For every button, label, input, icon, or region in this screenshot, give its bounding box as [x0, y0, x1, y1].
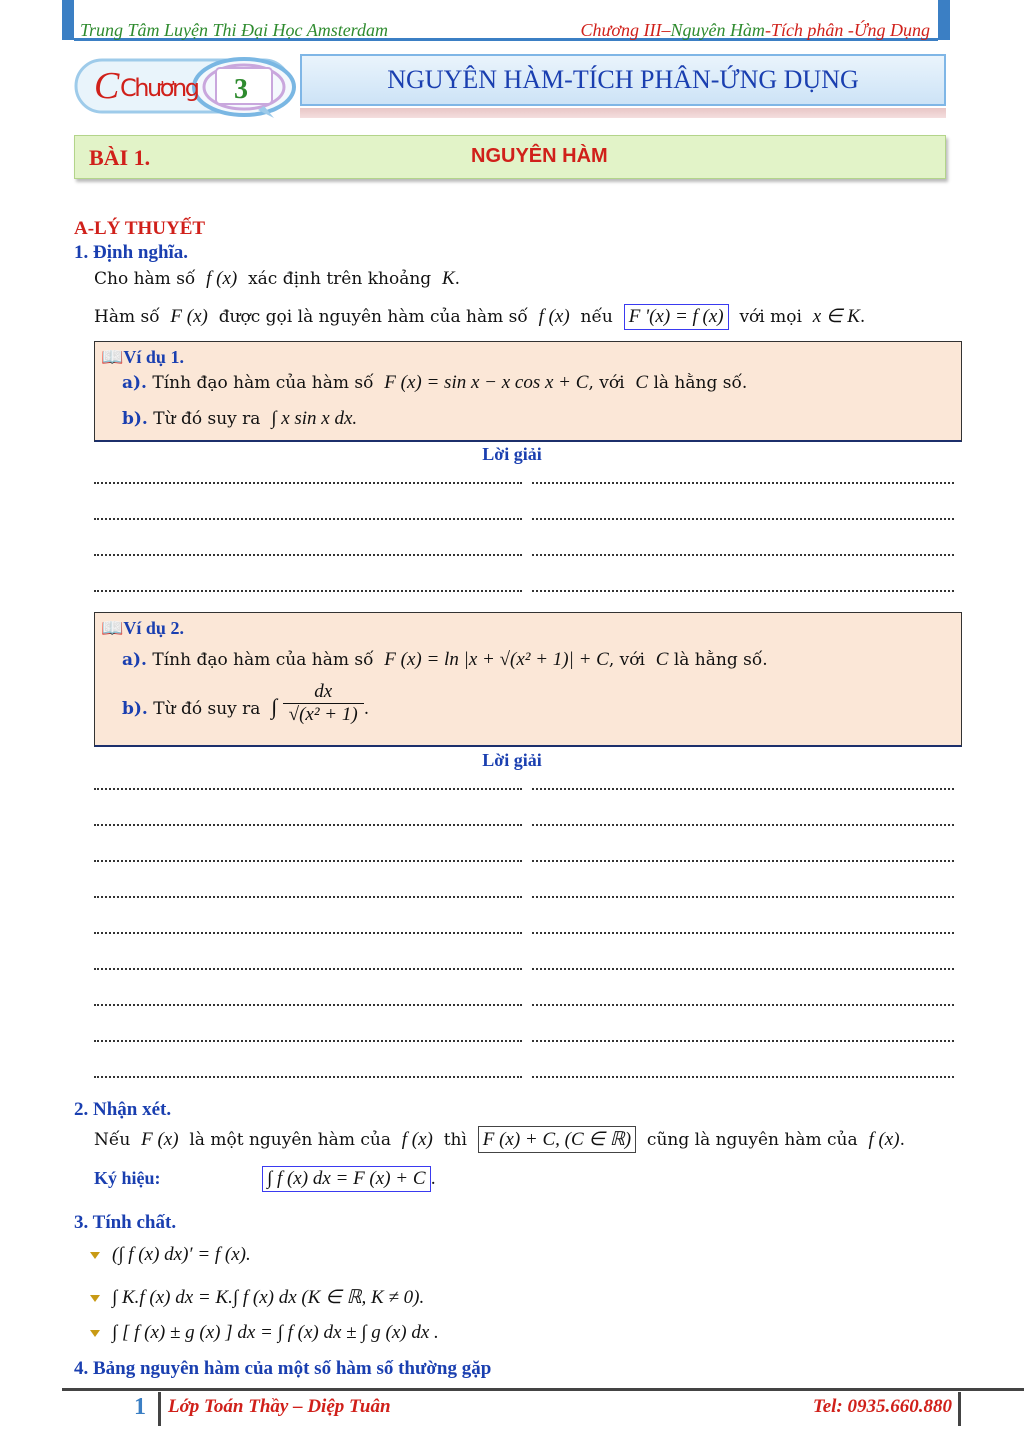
footer-phone: Tel: 0935.660.880 — [812, 1396, 952, 1417]
book-icon: 📖 — [101, 618, 124, 638]
properties-title: 3. Tính chất. — [74, 1212, 177, 1233]
definition-formula-box: F '(x) = f (x) — [624, 304, 729, 330]
chapter-number: 3 — [234, 74, 248, 105]
footer-line — [62, 1388, 1024, 1391]
header-chapter-label: Chương III–Nguyên Hàm-Tích phân -Ứng Dụng — [580, 20, 930, 40]
solution-label-2: Lời giải — [482, 750, 542, 770]
example-2-box — [94, 612, 962, 747]
definition-line-1: Cho hàm số f (x) xác định trên khoảng K. — [94, 268, 461, 289]
answer-dotted-line — [532, 554, 954, 556]
answer-dotted-line — [532, 788, 954, 790]
answer-dotted-line — [94, 968, 522, 970]
answer-dotted-line — [94, 860, 522, 862]
property-item: (∫ f (x) dx)′ = f (x). — [90, 1244, 251, 1266]
answer-dotted-line — [532, 1004, 954, 1006]
footer-teacher: Lớp Toán Thầy – Diệp Tuân — [168, 1396, 391, 1417]
answer-dotted-line — [94, 824, 522, 826]
definition-title: 1. Định nghĩa. — [74, 242, 189, 263]
header-right-bar — [938, 0, 950, 40]
answer-dotted-line — [532, 518, 954, 520]
example-1-box — [94, 341, 962, 442]
answer-dotted-line — [532, 824, 954, 826]
example-2-title: 📖Ví dụ 2. — [101, 618, 184, 638]
bullet-arrow-icon — [90, 1295, 100, 1302]
answer-dotted-line — [94, 896, 522, 898]
example-1-title: 📖Ví dụ 1. — [101, 347, 184, 367]
bullet-arrow-icon — [90, 1252, 100, 1259]
footer-divider — [158, 1392, 161, 1426]
answer-dotted-line — [94, 590, 522, 592]
book-icon: 📖 — [101, 347, 124, 367]
example-2-part-a: a). Tính đạo hàm của hàm số F (x) = ln |x + √(x² + 1)| + C, với C là hằng số. — [122, 649, 768, 670]
answer-dotted-line — [94, 1040, 522, 1042]
remark-title: 2. Nhận xét. — [74, 1099, 172, 1120]
answer-dotted-line — [94, 788, 522, 790]
solution-label-1: Lời giải — [482, 444, 542, 464]
remark-line: Nếu F (x) là một nguyên hàm của f (x) thì F (x) + C, (C ∈ ℝ) cũng là nguyên hàm của f (x). — [94, 1126, 905, 1153]
chapter-underline — [300, 108, 946, 118]
lesson-name: NGUYÊN HÀM — [471, 145, 608, 167]
answer-dotted-line — [532, 932, 954, 934]
bullet-arrow-icon — [90, 1330, 100, 1337]
answer-dotted-line — [94, 554, 522, 556]
example-1-part-b: b). Từ đó suy ra ∫ x sin x dx. — [122, 408, 358, 429]
answer-dotted-line — [532, 590, 954, 592]
answer-dotted-line — [532, 896, 954, 898]
remark-formula-box: F (x) + C, (C ∈ ℝ) — [478, 1126, 636, 1153]
definition-line-2: Hàm số F (x) được gọi là nguyên hàm của hàm số f (x) nếu F '(x) = f (x) với mọi x ∈ K. — [94, 304, 865, 330]
example-2-part-b: b). Từ đó suy ra ∫ $\frac{dx}{\text{√(x² + 1)}}$ . — [122, 681, 370, 725]
svg-text:C: C — [94, 65, 120, 107]
page-header — [62, 0, 950, 44]
section-a-title: A-LÝ THUYẾT — [74, 218, 206, 239]
answer-dotted-line — [94, 1076, 522, 1078]
answer-dotted-line — [94, 482, 522, 484]
lesson-number: BÀI 1. — [89, 145, 151, 170]
table-section-title: 4. Bảng nguyên hàm của một số hàm số thường gặp — [74, 1358, 492, 1379]
chapter-title: NGUYÊN HÀM-TÍCH PHÂN-ỨNG DỤNG — [300, 54, 946, 106]
answer-dotted-line — [532, 860, 954, 862]
header-center-name: Trung Tâm Luyện Thi Đại Học Amsterdam — [80, 20, 389, 40]
page-footer — [62, 1388, 1024, 1428]
example-1-part-a: a). Tính đạo hàm của hàm số F (x) = sin x − x cos x + C, với C là hằng số. — [122, 372, 748, 393]
footer-divider — [958, 1392, 961, 1426]
lesson-banner — [74, 135, 946, 179]
answer-dotted-line — [94, 932, 522, 934]
property-item: ∫ K.f (x) dx = K.∫ f (x) dx (K ∈ ℝ, K ≠ 0). — [90, 1286, 424, 1309]
answer-dotted-line — [532, 482, 954, 484]
fraction: $\frac{dx}{\text{√(x² + 1)}}$ — [283, 681, 364, 726]
header-left-bar — [62, 0, 74, 40]
notation-label: Ký hiệu: — [94, 1168, 161, 1188]
answer-dotted-line — [532, 1040, 954, 1042]
chapter-banner — [74, 52, 946, 122]
answer-dotted-line — [532, 968, 954, 970]
page-number: 1 — [134, 1394, 146, 1420]
chapter-word: Chương — [120, 74, 200, 102]
property-item: ∫ [ f (x) ± g (x) ] dx = ∫ f (x) dx ± ∫ g (x) dx . — [90, 1322, 439, 1344]
answer-dotted-line — [94, 518, 522, 520]
answer-dotted-line — [532, 1076, 954, 1078]
answer-dotted-line — [94, 1004, 522, 1006]
chapter-badge — [74, 56, 300, 118]
notation-formula: ∫ f (x) dx = F (x) + C . — [262, 1166, 436, 1192]
